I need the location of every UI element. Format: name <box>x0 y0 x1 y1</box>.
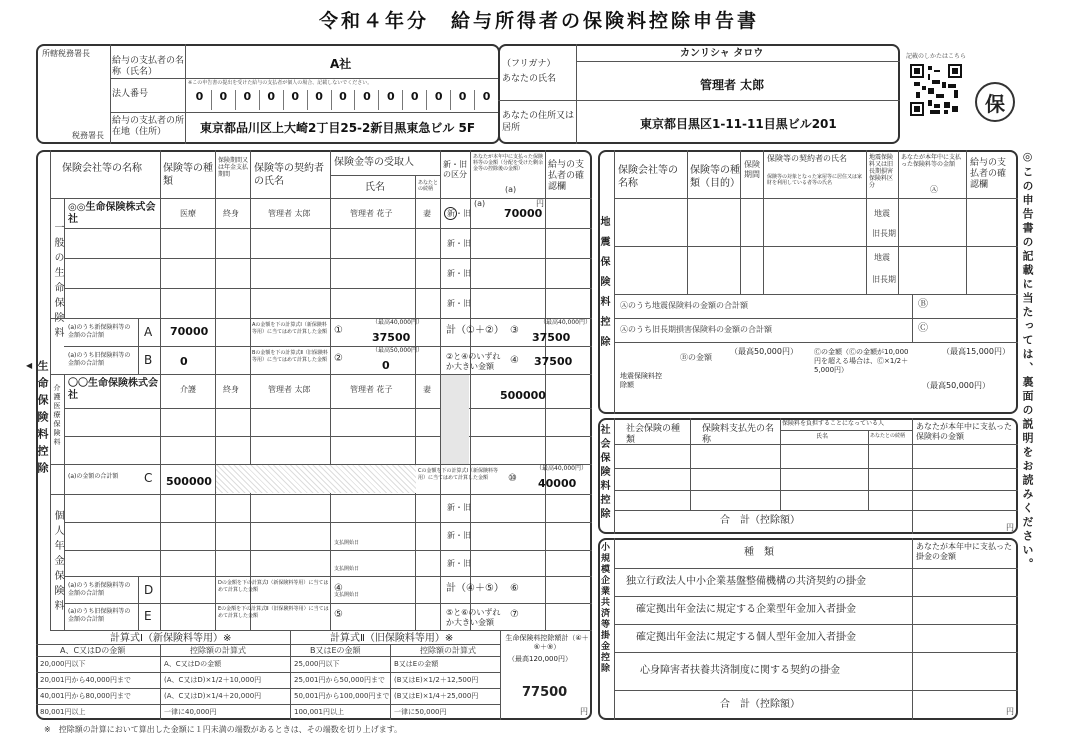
pension-larger-label: ⑤と⑥のいずれか大きい金額 <box>446 608 501 627</box>
small-row[interactable]: 確定拠出年金法に規定する個人型年金加入者掛金 <box>636 632 856 643</box>
life-col-relation: あなたとの続柄 <box>418 180 439 192</box>
general-label: 一般の生命保険料 <box>52 222 63 342</box>
payer-address-label: 給与の支払者の所在地（住所） <box>112 116 185 137</box>
pension-newold[interactable]: 新・旧 <box>447 531 471 540</box>
sum-quake-label: Ⓐのうち地震保険料の金額の合計額 <box>620 301 748 310</box>
corp-digit[interactable]: 0 <box>379 90 403 110</box>
corp-digit[interactable]: 0 <box>236 90 260 110</box>
quake-col-confirm: 給与の支払者の確認欄 <box>970 158 1007 190</box>
vertical-note: ◎この申告書の記載に当たっては、裏面の説明をお読みください。 <box>1021 150 1034 572</box>
social-col-payer: 保険料を負担することになっている人 <box>782 420 885 427</box>
calc2-circle: ② <box>334 353 343 364</box>
quake-deduct-b: Ⓑの金額 <box>680 353 712 362</box>
pension-newold[interactable]: 新・旧 <box>447 503 471 512</box>
life-col-period: 保険期間又は年金支払期間 <box>218 157 249 178</box>
deduction-yen: 円 <box>580 707 588 716</box>
quake-col-contractor: 保険等の契約者の氏名 <box>767 154 847 163</box>
general-company[interactable]: ◎◎生命保険株式会社 <box>68 202 156 225</box>
pension-newold[interactable]: 新・旧 <box>447 559 471 568</box>
name-label: あなたの氏名 <box>502 74 557 84</box>
formula-cell: (A、C又はD)×1/2＋10,000円 <box>164 676 262 684</box>
quake-col-amount: あなたが本年中に支払った保険料等の金額 <box>901 154 962 168</box>
sum-old-label: Ⓐのうち旧長期損害保険料の金額の合計額 <box>620 325 772 334</box>
calcD-circle: ④ <box>334 583 343 594</box>
corp-digit[interactable]: 0 <box>482 90 491 103</box>
seal-icon <box>975 82 1015 122</box>
social-col-amount: あなたが本年中に支払った保険料の金額 <box>916 422 1012 441</box>
sumC-hatch <box>216 465 416 493</box>
sumC-letter: C <box>144 471 153 485</box>
formula1-title: 計算式Ⅰ（新保険料等用）※ <box>110 633 232 644</box>
calcA-label: Aの金額を下の計算式Ⅰ（新保険料等用）に当てはめて計算した金額 <box>252 322 328 335</box>
total-circle: ③ <box>510 325 519 336</box>
life-col-newold: 新・旧の区分 <box>443 160 467 179</box>
pension-start: 支払開始日 <box>334 566 360 572</box>
sumD-label: (a)のうち新保険料等の金額の合計額 <box>68 582 131 597</box>
formula-cell: 一律に50,000円 <box>394 708 447 716</box>
social-col-payee: 保険料支払先の名称 <box>702 424 775 445</box>
general-period[interactable]: 終身 <box>223 209 239 218</box>
quake-deduct-label: 地震保険料控除額 <box>620 372 662 389</box>
newold-circle-icon <box>444 207 457 220</box>
general-kind[interactable]: 医療 <box>180 209 196 218</box>
quake-type[interactable]: 地震 <box>874 253 890 262</box>
formula-cell: 20,001円から40,000円まで <box>40 676 131 684</box>
life-col-kind: 保険等の種類 <box>163 163 213 187</box>
general-newold[interactable]: 新・旧 <box>447 209 471 218</box>
sumE-letter: E <box>144 609 152 623</box>
care-amount[interactable]: 500000 <box>500 389 546 402</box>
pension-start: 支払開始日 <box>334 540 360 546</box>
calcC-value[interactable]: 40000 <box>538 477 577 490</box>
social-col-kind: 社会保険の種類 <box>626 424 681 445</box>
furigana[interactable]: カンリシャ タロウ <box>680 48 764 59</box>
calc1-max: （最高40,000円） <box>372 319 423 326</box>
small-total-label: 合 計（控除額） <box>720 699 800 710</box>
social-side-label: 社会保険料控除 <box>598 424 609 522</box>
corp-number-digits <box>188 90 498 110</box>
quake-deduct-c-max: （最高15,000円） <box>942 347 1010 356</box>
small-col-amount: あなたが本年中に支払った掛金の金額 <box>916 542 1012 561</box>
arrow-left-icon: ◀ <box>26 361 33 370</box>
tax-office-label: 所轄税務署長 <box>42 49 90 58</box>
general-relation[interactable]: 妻 <box>423 209 431 218</box>
small-row[interactable]: 心身障害者扶養共済制度に関する契約の掛金 <box>640 665 840 676</box>
formula-cell: 20,000円以下 <box>40 660 86 668</box>
quake-col-type: 地震保険料又は旧長期損害保険料区分 <box>869 154 894 189</box>
social-total-label: 合 計（控除額） <box>720 515 800 526</box>
small-row[interactable]: 確定拠出年金法に規定する企業型年金加入者掛金 <box>636 604 856 615</box>
calcE-circle: ⑤ <box>334 609 343 620</box>
social-col-payer-name: 氏名 <box>816 433 829 440</box>
formula-cell: (A、C又はD)×1/4＋20,000円 <box>164 692 262 700</box>
formula-cell: 25,001円から50,000円まで <box>294 676 385 684</box>
formula-cell: A、C又はDの金額 <box>164 660 222 668</box>
calcC-circle: ⑩ <box>508 473 517 484</box>
larger-label: ②と④のいずれか大きい金額 <box>446 352 501 371</box>
form-title: 令和４年分 給与所得者の保険料控除申告書 <box>318 10 759 32</box>
formula-cell: (B又はE)×1/2＋12,500円 <box>394 676 479 684</box>
corp-digit[interactable]: 0 <box>427 90 451 110</box>
total-value[interactable]: 37500 <box>532 331 571 344</box>
quake-deduct-total-max: （最高50,000円） <box>922 381 990 390</box>
employee-name[interactable]: 管理者 太郎 <box>700 78 765 92</box>
qr-label: 記載のしかたはこちら <box>906 53 967 60</box>
general-contractor[interactable]: 管理者 太郎 <box>268 209 311 218</box>
quake-col-amount-sub: Ⓐ <box>930 185 938 194</box>
life-col-recipient: 保険金等の受取人 <box>334 157 414 168</box>
sumB-label: (a)のうち旧保険料等の金額の合計額 <box>68 352 131 367</box>
formula-cell: 40,001円から80,000円まで <box>40 692 131 700</box>
pension-total-label: 計（④＋⑤） <box>446 583 504 594</box>
deduction-label: 生命保険料控除額計（④＋⑥＋⑨） <box>505 634 589 651</box>
corp-digit[interactable]: 0 <box>308 90 332 110</box>
general-newold[interactable]: 新・旧 <box>447 299 471 308</box>
deduction-max: （最高120,000円） <box>508 655 572 663</box>
larger-circle: ④ <box>510 355 519 366</box>
general-yen: 円 <box>536 199 544 208</box>
care-recipient[interactable]: 管理者 花子 <box>350 385 393 394</box>
general-amount-sub: (a) <box>474 199 486 208</box>
pension-larger-circle: ⑦ <box>510 609 519 620</box>
life-col-company: 保険会社等の名称 <box>62 163 142 174</box>
care-relation[interactable]: 妻 <box>423 385 431 394</box>
calcD-label: Dの金額を下の計算式Ⅰ（新保険料等用）に当てはめて計算した金額 <box>218 580 329 593</box>
corp-digit[interactable]: 0 <box>332 90 356 110</box>
sumD-letter: D <box>144 583 154 597</box>
formula-head: 控除額の計算式 <box>420 646 476 655</box>
sumC-label: (a)の金額の合計額 <box>68 473 119 480</box>
quake-type[interactable]: 地震 <box>874 209 890 218</box>
furigana-label: （フリガナ） <box>502 59 556 69</box>
quake-deduct-b-max: （最高50,000円） <box>730 347 798 356</box>
care-period[interactable]: 終身 <box>223 385 239 394</box>
pension-start: 支払開始日 <box>334 592 360 598</box>
small-biz-box <box>598 538 1018 720</box>
formula-cell: 50,001円から100,000円まで <box>294 692 390 700</box>
quake-deduct-c: Ⓒの金額（Ⓒの金額が10,000円を超える場合は、Ⓒ×1/2＋5,000円） <box>814 348 909 374</box>
care-contractor[interactable]: 管理者 太郎 <box>268 385 311 394</box>
corp-digit[interactable]: 0 <box>451 90 475 110</box>
life-side-label: 生命保険料控除 <box>36 360 49 479</box>
formula-cell: 100,001円以上 <box>294 708 344 716</box>
payer-address[interactable]: 東京都品川区上大崎2丁目25-2新目黒東急ビル 5F <box>200 121 476 135</box>
employee-address[interactable]: 東京都目黒区1-11-11目黒ビル201 <box>640 117 837 131</box>
life-col-amount: あなたが本年中に支払った保険料等の金額（分配を受けた剰余金等の控除後の金額） <box>473 154 544 172</box>
calcC-max: （最高40,000円） <box>536 465 587 472</box>
sumE-label: (a)のうち旧保険料等の金額の合計額 <box>68 608 131 623</box>
care-company[interactable]: 〇〇生命保険株式会社 <box>68 378 158 401</box>
formula-head: B又はEの金額 <box>310 646 361 655</box>
life-col-contractor: 保険等の契約者の氏名 <box>254 163 324 187</box>
life-col-amount-sub: (a) <box>505 185 517 194</box>
general-newold[interactable]: 新・旧 <box>447 239 471 248</box>
payer-name-label: 給与の支払者の名称（氏名） <box>112 56 185 77</box>
social-total-yen: 円 <box>1006 523 1014 532</box>
calcE-label: Eの金額を下の計算式Ⅱ（旧保険料等用）に当てはめて計算した金額 <box>218 606 329 619</box>
payer-name[interactable]: A社 <box>330 57 352 71</box>
calc1-value[interactable]: 37500 <box>372 331 411 344</box>
formula-head: A、C又はDの金額 <box>60 646 126 655</box>
formula-cell: 80,001円以上 <box>40 708 86 716</box>
corp-digit[interactable]: 0 <box>260 90 284 110</box>
general-amount[interactable]: 70000 <box>504 207 543 220</box>
quake-col-kind: 保険等の種類（目的） <box>690 165 740 189</box>
calc1-circle: ① <box>334 325 343 336</box>
pension-label: 個人年金保険料 <box>52 510 63 615</box>
corp-digit[interactable]: 0 <box>403 90 427 110</box>
small-col-kind: 種 類 <box>744 547 774 558</box>
formula-cell: 一律に40,000円 <box>164 708 217 716</box>
formula-cell: B又はEの金額 <box>394 660 439 668</box>
corp-digit[interactable]: 0 <box>212 90 236 110</box>
calcC-label: Cの金額を下の計算式Ⅰ（新保険料等用）に当てはめて計算した金額 <box>418 468 498 481</box>
formula-cell: 25,000円以下 <box>294 660 340 668</box>
social-col-payer-rel: あなたとの続柄 <box>870 433 906 439</box>
total-label: 計（①＋②） <box>446 325 504 336</box>
quake-type[interactable]: 旧長期 <box>872 275 896 284</box>
calc2-value[interactable]: 0 <box>382 359 390 372</box>
care-kind[interactable]: 介護 <box>180 385 196 394</box>
address-label: あなたの住所又は居所 <box>502 111 575 133</box>
sumC-value[interactable]: 500000 <box>166 475 212 488</box>
sumA-letter: A <box>144 325 153 339</box>
small-total-yen: 円 <box>1006 707 1014 716</box>
sumB-letter: B <box>144 353 153 367</box>
quake-col-company: 保険会社等の名称 <box>618 165 678 189</box>
pension-total-circle: ⑥ <box>510 583 519 594</box>
larger-value[interactable]: 37500 <box>534 355 573 368</box>
sumB-value[interactable]: 0 <box>180 355 188 368</box>
small-side-label: 小規模企業共済等掛金控除 <box>599 542 609 674</box>
quake-side-label: 地震保険料控除 <box>598 216 609 356</box>
deduction-value[interactable]: 77500 <box>522 685 568 700</box>
general-recipient[interactable]: 管理者 花子 <box>350 209 393 218</box>
formula-head: 控除額の計算式 <box>190 646 246 655</box>
quake-type[interactable]: 旧長期 <box>872 229 896 238</box>
total-max: （最高40,000円） <box>540 319 591 326</box>
sum-quake-mark: Ⓑ <box>918 299 928 310</box>
general-newold[interactable]: 新・旧 <box>447 269 471 278</box>
qr-code-icon[interactable] <box>910 64 962 116</box>
sumA-value[interactable]: 70000 <box>170 325 209 338</box>
corp-digit[interactable]: 0 <box>284 90 308 110</box>
formula-cell: (B又はE)×1/4＋25,000円 <box>394 692 479 700</box>
life-col-confirm: 給与の支払者の確認欄 <box>548 160 585 192</box>
care-label: 介護医療保険料 <box>53 384 61 447</box>
sum-old-mark: Ⓒ <box>918 323 928 334</box>
calcB-label: Bの金額を下の計算式Ⅱ（旧保険料等用）に当てはめて計算した金額 <box>252 350 328 363</box>
corp-digit[interactable]: 0 <box>355 90 379 110</box>
corp-number-note: ※この申告書の提出を受けた給与の支払者が個人の場合、記載しないでください。 <box>188 80 373 86</box>
calc2-max: （最高50,000円） <box>372 347 423 354</box>
quake-col-period: 保険期間 <box>744 160 760 179</box>
seal-text: 保 <box>985 91 1005 116</box>
corp-digit[interactable]: 0 <box>188 90 212 110</box>
tax-office-suffix: 税務署長 <box>72 131 104 140</box>
footnote: ※ 控除額の計算において算出した金額に１円未満の端数があるときは、その端数を切り上げます。 <box>44 725 403 734</box>
life-col-recipient-name: 氏名 <box>365 182 385 193</box>
sumA-label: (a)のうち新保険料等の金額の合計額 <box>68 324 131 339</box>
small-row[interactable]: 独立行政法人中小企業基盤整備機構の共済契約の掛金 <box>626 576 866 587</box>
corp-number-label: 法人番号 <box>112 89 149 99</box>
formula2-title: 計算式Ⅱ（旧保険料等用）※ <box>330 633 454 644</box>
quake-col-target: 保険等の対象となった家屋等に居住又は家財を利用している者等の氏名 <box>767 174 863 186</box>
